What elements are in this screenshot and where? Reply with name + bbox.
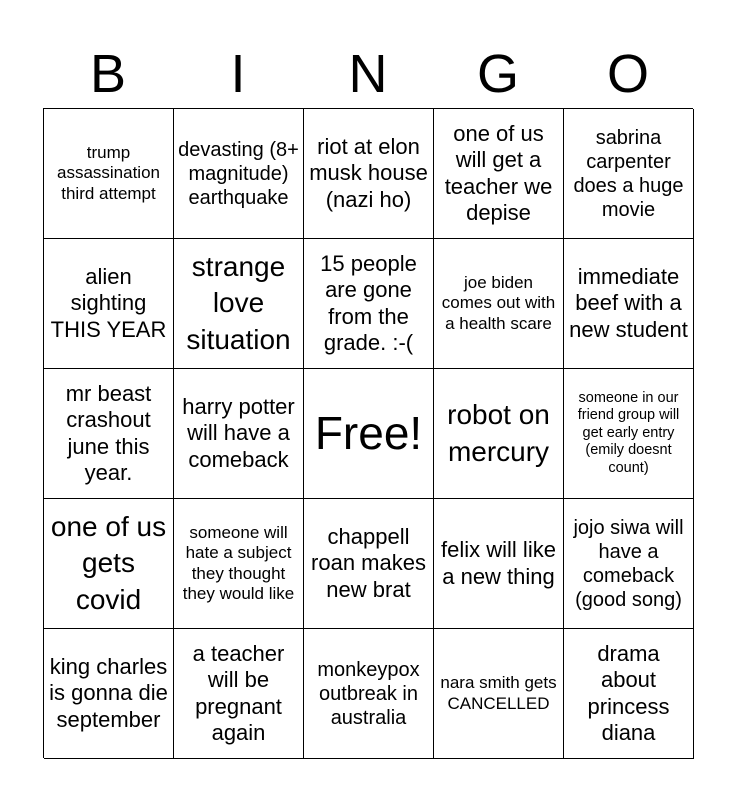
cell-text: king charles is gonna die september (49, 653, 168, 732)
header-letter-i: I (230, 44, 246, 104)
free-space-label: Free! (314, 406, 423, 459)
cell-text: sabrina carpenter does a huge movie (573, 126, 684, 221)
cell-text: a teacher will be pregnant again (192, 640, 285, 745)
cell-text: mr beast crashout june this year. (65, 380, 152, 485)
bingo-cell-r2c1[interactable] (44, 239, 174, 369)
bingo-cell-r4c1[interactable] (44, 499, 174, 629)
cell-text: one of us gets covid (50, 510, 167, 615)
bingo-cell-r1c3[interactable] (304, 109, 434, 239)
cell-text: someone will hate a subject they thought they would like (182, 522, 295, 603)
bingo-cell-r5c1[interactable] (44, 629, 174, 759)
bingo-cell-r2c2[interactable] (174, 239, 304, 369)
cell-text: 15 people are gone from the grade. :-( (320, 250, 417, 355)
cell-text: alien sighting THIS YEAR (50, 263, 167, 342)
free-space[interactable] (304, 369, 434, 499)
bingo-cell-r1c4[interactable] (434, 109, 564, 239)
header-letter-g: G (476, 44, 519, 104)
bingo-cell-r2c5[interactable] (564, 239, 694, 369)
cell-text: jojo siwa will have a comeback (good song) (573, 516, 684, 611)
bingo-cell-r2c3[interactable] (304, 239, 434, 369)
header-letter-b: B (89, 44, 127, 104)
bingo-cell-r4c2[interactable] (174, 499, 304, 629)
cell-text: robot on mercury (447, 399, 550, 467)
cell-text: felix will like a new thing (441, 537, 556, 589)
bingo-header (43, 40, 693, 108)
bingo-cell-r4c5[interactable] (564, 499, 694, 629)
cell-text: one of us will get a teacher we depise (444, 120, 553, 225)
cell-text: devasting (8+ magnitude) earthquake (178, 138, 299, 209)
bingo-cell-r3c2[interactable] (174, 369, 304, 499)
bingo-cell-r4c4[interactable] (434, 499, 564, 629)
bingo-cell-r4c3[interactable] (304, 499, 434, 629)
bingo-cell-r1c2[interactable] (174, 109, 304, 239)
bingo-cell-r5c5[interactable] (564, 629, 694, 759)
bingo-cell-r3c4[interactable] (434, 369, 564, 499)
bingo-cell-r5c3[interactable] (304, 629, 434, 759)
header-letter-n: N (348, 44, 388, 104)
cell-text: someone in our friend group will get early entry (emily doesnt count) (577, 390, 680, 476)
bingo-cell-r1c5[interactable] (564, 109, 694, 239)
bingo-cell-r2c4[interactable] (434, 239, 564, 369)
bingo-board (43, 108, 693, 758)
cell-text: chappell roan makes new brat (311, 523, 426, 602)
bingo-cell-r1c1[interactable] (44, 109, 174, 239)
bingo-cell-r3c1[interactable] (44, 369, 174, 499)
cell-text: riot at elon musk house (nazi ho) (309, 133, 428, 212)
cell-text: joe biden comes out with a health scare (441, 272, 556, 333)
cell-text: drama about princess diana (587, 640, 670, 745)
cell-text: immediate beef with a new student (569, 263, 688, 342)
cell-text: monkeypox outbreak in australia (317, 658, 420, 729)
cell-text: strange love situation (186, 250, 291, 355)
bingo-cell-r3c5[interactable] (564, 369, 694, 499)
bingo-cell-r5c2[interactable] (174, 629, 304, 759)
cell-text: trump assassination third attempt (56, 142, 160, 203)
cell-text: harry potter will have a comeback (182, 393, 295, 472)
cell-text: nara smith gets CANCELLED (440, 673, 557, 713)
header-letter-o: O (606, 44, 649, 104)
bingo-cell-r5c4[interactable] (434, 629, 564, 759)
